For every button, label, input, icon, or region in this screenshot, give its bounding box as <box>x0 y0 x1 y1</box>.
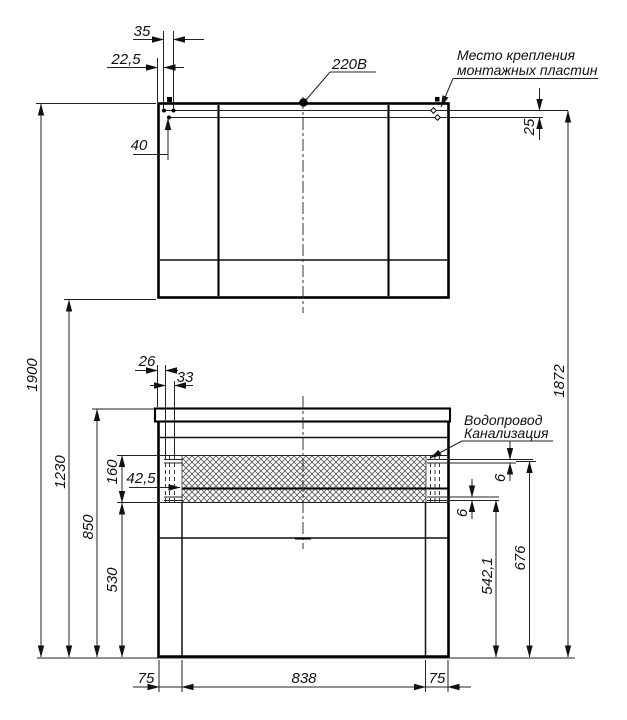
dim-6-upper-label: 6 <box>492 473 509 483</box>
mounting-callout-line2: монтажных пластин <box>457 62 598 78</box>
mounting-mark-left-square <box>167 97 172 102</box>
vanity-cabinet <box>117 396 450 657</box>
dimensions <box>24 23 568 692</box>
power-callout-label: 220В <box>332 56 368 73</box>
dim-1872-label: 1872 <box>551 364 568 398</box>
dim-75-right-label: 75 <box>428 670 446 687</box>
mounting-dot-1 <box>162 109 166 113</box>
mounting-callout-line1: Место крепления <box>457 47 576 63</box>
dim-40-label: 40 <box>130 137 148 154</box>
dim-75-left-label: 75 <box>137 670 155 687</box>
water-callout-label: Водопровод <box>464 412 543 428</box>
dim-160-label: 160 <box>104 459 121 485</box>
mounting-dot-2 <box>172 109 176 113</box>
dim-35-label: 35 <box>133 23 151 40</box>
mounting-mark-right-square <box>435 97 440 102</box>
dim-22-5-label: 22,5 <box>111 51 141 68</box>
dim-26-label: 26 <box>138 353 156 370</box>
dim-542-1-label: 542,1 <box>479 557 496 595</box>
mounting-diamond-2 <box>435 115 441 121</box>
dim-25-label: 25 <box>521 118 538 136</box>
dim-33-label: 33 <box>176 369 194 386</box>
dim-1230-label: 1230 <box>52 455 69 489</box>
wall-hatch-band <box>182 456 426 503</box>
power-callout-leader <box>306 72 330 100</box>
dim-1900-label: 1900 <box>24 358 41 392</box>
dim-530-label: 530 <box>104 567 121 593</box>
dim-850-label: 850 <box>80 514 97 540</box>
dim-42-5-label: 42,5 <box>126 470 156 487</box>
mounting-diamond-1 <box>431 108 437 114</box>
dim-676-label: 676 <box>512 545 529 571</box>
dim-838-label: 838 <box>291 670 317 687</box>
sewer-callout-label: Канализация <box>464 425 549 441</box>
mirror-cabinet <box>159 97 569 313</box>
dim-6-lower-label: 6 <box>454 508 471 518</box>
